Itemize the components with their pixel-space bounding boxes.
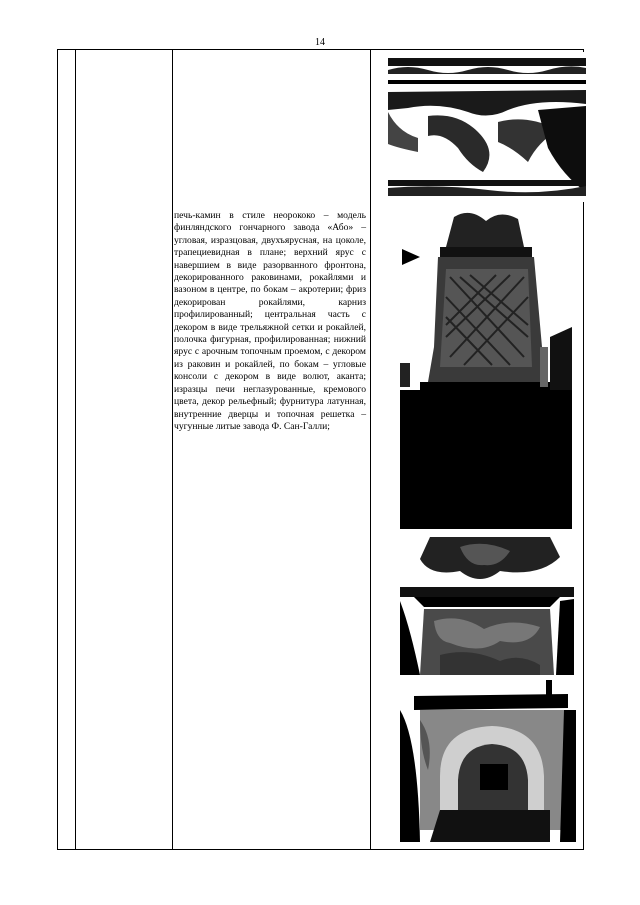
object-description: печь-камин в стиле неорококо – модель финляндского гончарного завода «Або» – угловая, изразцовая, двухъярусная, на цоколе, трапециевидная в плане; верхний ярус с навершием в виде разорванного фронтона, декорированного раковинами, рокайлями и вазоном в центре, по бокам – акротерии; фриз декорирован рокайлями, карниз профилированный; центральная часть с декором в виде трельяжной сетки и рокайлей, полочка фигурная, профилированная; нижний ярус с арочным топочным проемом, с декором из раковин и рокайлей, по бокам – угловые консоли с декором в виде волют, аканта; изразцы печи неглазурованные, кремового цвета, декор рельефный; фурнитура латунная, внутренние дверцы и топочная решетка – чугунные литые завода Ф. Сан-Галли;	[174, 210, 366, 432]
frieze-detail-photo	[388, 52, 586, 202]
column-divider	[75, 50, 76, 849]
column-divider	[172, 50, 173, 849]
column-divider	[370, 50, 371, 849]
stove-overview-photo	[400, 207, 572, 529]
firebox-arch-photo	[400, 680, 576, 842]
page-number: 14	[315, 37, 325, 48]
upper-tier-detail-photo	[400, 537, 574, 675]
